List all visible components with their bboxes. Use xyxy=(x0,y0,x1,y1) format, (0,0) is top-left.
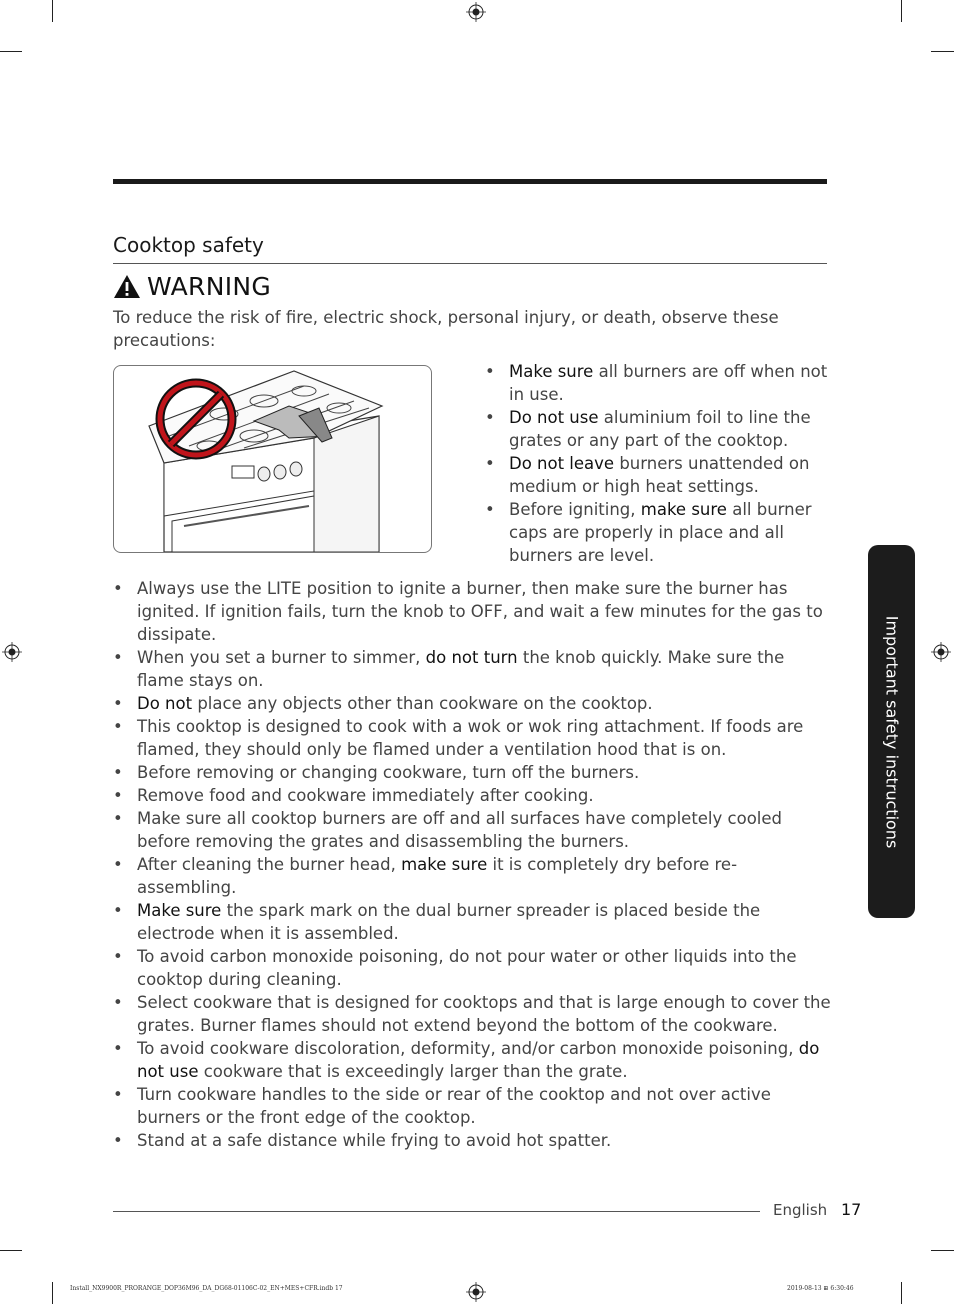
print-file-info: Install_NX9900R_PRORANGE_DOP36M96_DA_DG68-01106C-02_EN+MES+CFR.indb 17 xyxy=(70,1285,343,1292)
section-title: Cooktop safety xyxy=(113,233,264,257)
crop-mark xyxy=(0,1250,22,1251)
crop-mark xyxy=(931,1250,954,1251)
warning-label: WARNING xyxy=(147,272,272,301)
list-item: • Turn cookware handles to the side or rear of the cooktop and not over active burners or the front edge of the cooktop. xyxy=(113,1083,833,1129)
list-item: • Do not place any objects other than cookware on the cooktop. xyxy=(113,692,833,715)
footer-divider xyxy=(113,1211,760,1212)
side-tab-label: Important safety instructions xyxy=(882,615,901,848)
main-precaution-list xyxy=(113,577,833,1152)
registration-mark-icon xyxy=(466,2,486,22)
warning-heading xyxy=(113,272,271,301)
list-item: • Remove food and cookware immediately after cooking. xyxy=(113,784,833,807)
crop-mark xyxy=(901,0,902,22)
section-top-bar xyxy=(113,179,827,184)
warning-triangle-icon xyxy=(113,274,141,299)
page-number: 17 xyxy=(841,1200,862,1219)
list-item: • After cleaning the burner head, make sure it is completely dry before re-assembling. xyxy=(113,853,833,899)
right-precaution-list xyxy=(485,360,830,567)
list-item: • Before igniting, make sure all burner caps are properly in place and all burners are level. xyxy=(485,498,830,567)
crop-mark xyxy=(52,1282,53,1304)
crop-mark xyxy=(931,51,954,52)
registration-mark-icon xyxy=(466,1282,486,1302)
registration-mark-icon xyxy=(931,642,951,662)
crop-mark xyxy=(52,0,53,22)
list-item: • This cooktop is designed to cook with a wok or wok ring attachment. If foods are flamed, they should only be flamed under a ventilation hood that is on. xyxy=(113,715,833,761)
list-item: • Do not leave burners unattended on medium or high heat settings. xyxy=(485,452,830,498)
list-item: • Select cookware that is designed for cooktops and that is large enough to cover the grates. Burner flames should not extend beyond the bottom of the cookware. xyxy=(113,991,833,1037)
list-item: • Before removing or changing cookware, turn off the burners. xyxy=(113,761,833,784)
list-item: • To avoid cookware discoloration, deformity, and/or carbon monoxide poisoning, do not use cookware that is exceedingly larger than the grate. xyxy=(113,1037,833,1083)
title-divider xyxy=(113,263,827,264)
list-item: • Make sure all burners are off when not in use. xyxy=(485,360,830,406)
intro-text: To reduce the risk of fire, electric shock, personal injury, or death, observe these precautions: xyxy=(113,308,779,350)
cooktop-foil-illustration xyxy=(113,365,432,553)
crop-mark xyxy=(901,1282,902,1304)
list-item: • Always use the LITE position to ignite a burner, then make sure the burner has ignited. If ignition fails, turn the knob to OFF, and wait a few minutes for the gas to dissipate. xyxy=(113,577,833,646)
list-item: • Make sure the spark mark on the dual burner spreader is placed beside the electrode when it is assembled. xyxy=(113,899,833,945)
chapter-side-tab xyxy=(868,545,915,918)
crop-mark xyxy=(0,51,22,52)
list-item: • Stand at a safe distance while frying to avoid hot spatter. xyxy=(113,1129,833,1152)
list-item: • Do not use aluminium foil to line the grates or any part of the cooktop. xyxy=(485,406,830,452)
list-item: • Make sure all cooktop burners are off and all surfaces have completely cooled before removing the grates and disassembling the burners. xyxy=(113,807,833,853)
footer-language: English xyxy=(773,1201,828,1219)
registration-mark-icon xyxy=(2,642,22,662)
print-date-info: 2019-08-13 ⊞ 6:30:46 xyxy=(787,1285,854,1292)
list-item: • When you set a burner to simmer, do not turn the knob quickly. Make sure the flame stays on. xyxy=(113,646,833,692)
list-item: • To avoid carbon monoxide poisoning, do not pour water or other liquids into the cooktop during cleaning. xyxy=(113,945,833,991)
